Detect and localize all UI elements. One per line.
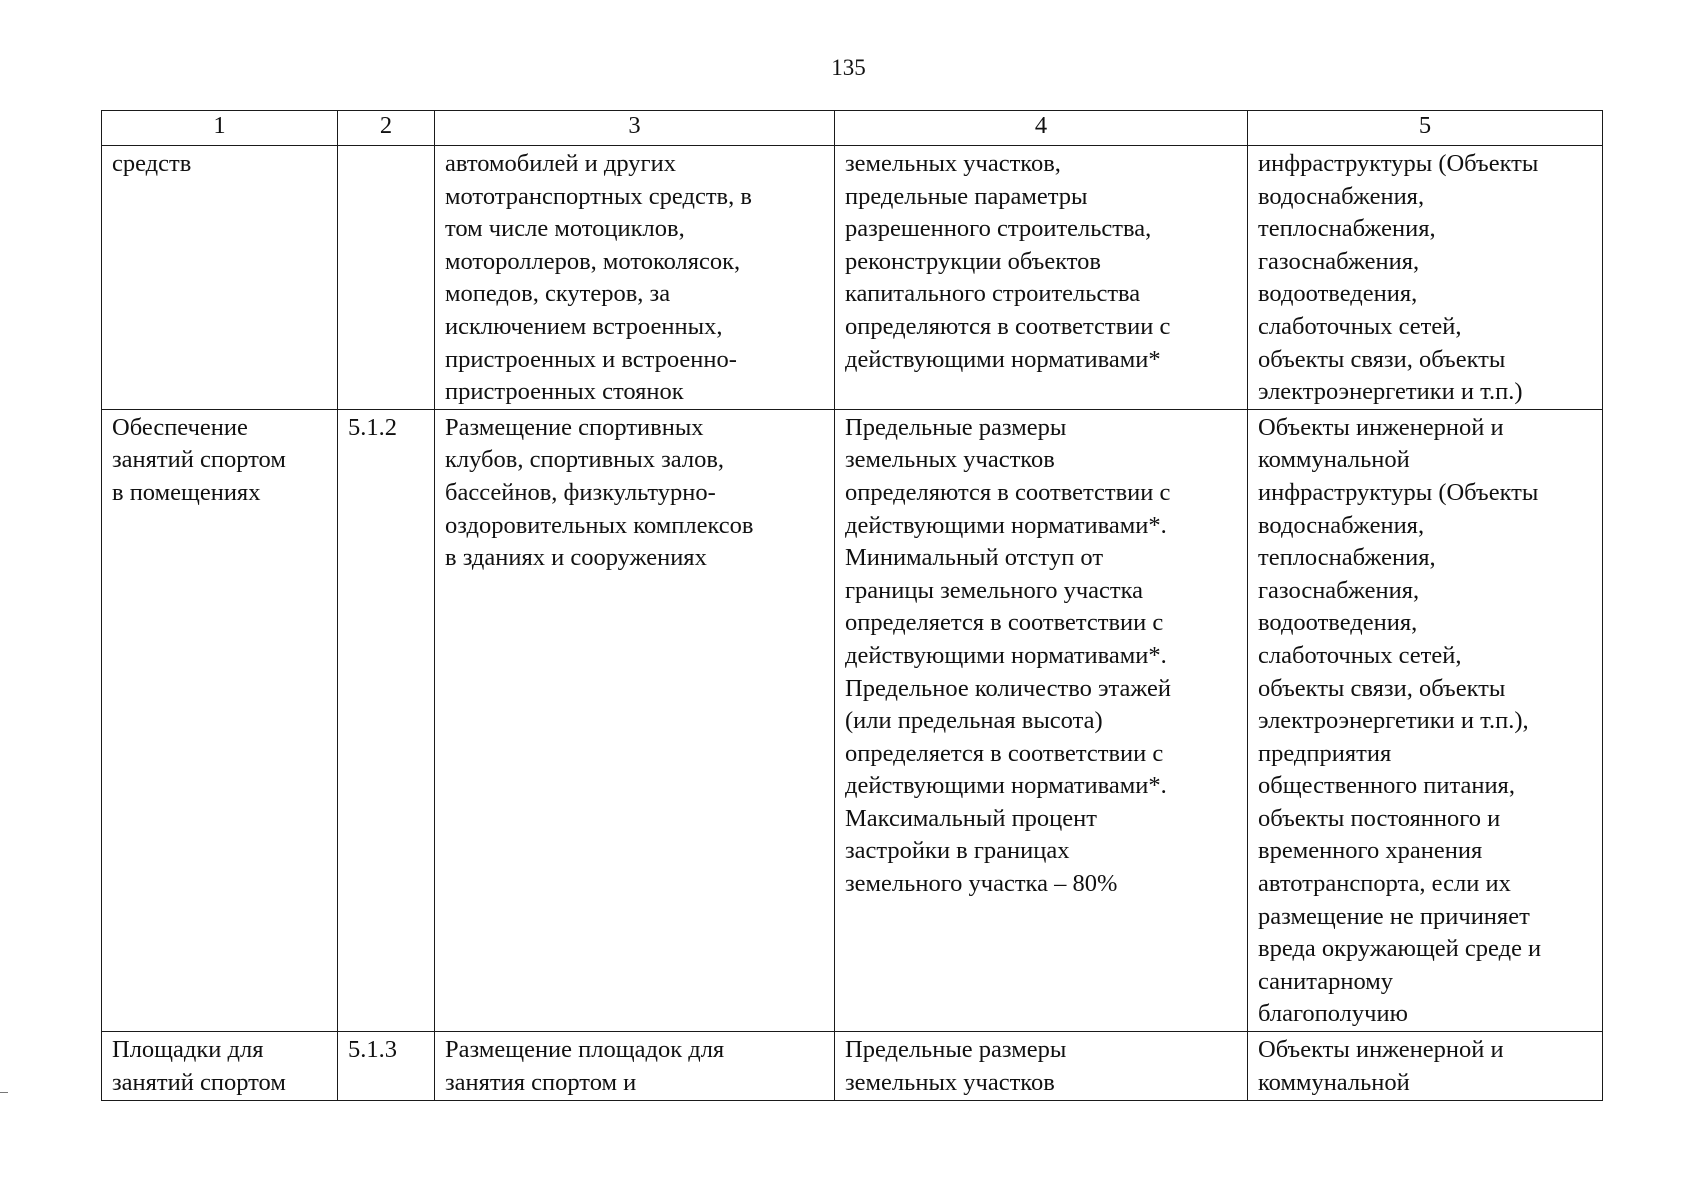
table-row — [102, 146, 1603, 410]
parameters-cell — [835, 146, 1248, 410]
cell-text-line: Минимальный отступ от — [845, 544, 1104, 572]
cell-text-line: Предельные размеры — [845, 413, 1067, 441]
header-cell-4: 4 — [835, 111, 1248, 146]
header-cell-2: 2 — [338, 111, 435, 146]
use-type-cell — [102, 409, 338, 1031]
cell-text-line: земельных участков — [845, 1068, 1055, 1096]
cell-text-line: определяются в соответствии с — [845, 478, 1171, 506]
cell-text-line: разрешенного строительства, — [845, 215, 1152, 243]
cell-text-line: пристроенных и встроенно- — [445, 345, 737, 373]
scan-edge-mark — [0, 1092, 8, 1093]
cell-text-line: газоснабжения, — [1258, 576, 1420, 604]
code-cell — [338, 146, 435, 410]
cell-text-line: Объекты инженерной и — [1258, 413, 1504, 441]
cell-text-line: теплоснабжения, — [1258, 544, 1436, 572]
cell-text-line: водоотведения, — [1258, 280, 1418, 308]
cell-text-line: бассейнов, физкультурно- — [445, 478, 716, 506]
cell-text-line: Размещение площадок для — [445, 1036, 725, 1064]
cell-text-line: пристроенных стоянок — [445, 378, 684, 406]
cell-text-line: коммунальной — [1258, 446, 1410, 474]
cell-text-line: газоснабжения, — [1258, 247, 1420, 275]
code-cell — [338, 409, 435, 1031]
description-cell — [435, 409, 835, 1031]
cell-text-line: действующими нормативами* — [845, 345, 1161, 373]
cell-text-line: границы земельного участка — [845, 576, 1144, 604]
cell-text-line: Объекты инженерной и — [1258, 1036, 1504, 1064]
table-row — [102, 409, 1603, 1031]
cell-text-line: Площадки для — [112, 1036, 264, 1064]
cell-text-line: водоотведения, — [1258, 609, 1418, 637]
cell-text-line: слаботочных сетей, — [1258, 641, 1462, 669]
cell-text-line: определяются в соответствии с — [845, 312, 1171, 340]
cell-text-line: инфраструктуры (Объекты — [1258, 478, 1539, 506]
cell-text-line: 5.1.3 — [348, 1036, 397, 1064]
cell-text-line: объекты постоянного и — [1258, 804, 1501, 832]
cell-text-line: застройки в границах — [845, 837, 1070, 865]
cell-text-line: исключением встроенных, — [445, 312, 723, 340]
cell-text-line: действующими нормативами*. — [845, 641, 1167, 669]
header-cell-3: 3 — [435, 111, 835, 146]
cell-text-line: автотранспорта, если их — [1258, 870, 1511, 898]
cell-text-line: мототранспортных средств, в — [445, 182, 752, 210]
cell-text-line: общественного питания, — [1258, 772, 1515, 800]
cell-text-line: Предельные размеры — [845, 1036, 1067, 1064]
cell-text-line: электроэнергетики и т.п.) — [1258, 378, 1523, 406]
land-use-regulations-table — [101, 110, 1603, 1101]
cell-text-line: 5.1.2 — [348, 413, 397, 441]
cell-text-line: Максимальный процент — [845, 804, 1097, 832]
cell-text-line: том числе мотоциклов, — [445, 215, 685, 243]
cell-text-line: мопедов, скутеров, за — [445, 280, 671, 308]
cell-text-line: средств — [112, 150, 192, 177]
cell-text-line: в помещениях — [112, 478, 261, 506]
cell-text-line: коммунальной — [1258, 1068, 1410, 1096]
cell-text-line: временного хранения — [1258, 837, 1483, 865]
cell-text-line: инфраструктуры (Объекты — [1258, 150, 1539, 177]
page-number: 135 — [831, 55, 866, 80]
cell-text-line: действующими нормативами*. — [845, 511, 1167, 539]
cell-text-line: теплоснабжения, — [1258, 215, 1436, 243]
header-cell-5: 5 — [1248, 111, 1603, 146]
cell-text-line: земельных участков, — [845, 150, 1061, 177]
cell-text-line: мотороллеров, мотоколясок, — [445, 247, 741, 275]
cell-text-line: занятия спортом и — [445, 1068, 637, 1096]
cell-text-line: в зданиях и сооружениях — [445, 544, 707, 572]
cell-text-line: вреда окружающей среде и — [1258, 935, 1542, 963]
cell-text-line: определяется в соответствии с — [845, 739, 1164, 767]
cell-text-line: водоснабжения, — [1258, 182, 1425, 210]
use-type-cell — [102, 1032, 338, 1101]
cell-text-line: земельного участка – 80% — [845, 870, 1118, 898]
cell-text-line: водоснабжения, — [1258, 511, 1425, 539]
description-cell — [435, 146, 835, 410]
cell-text-line: Размещение спортивных — [445, 413, 704, 441]
cell-text-line: занятий спортом — [112, 1068, 286, 1096]
header-cell-1: 1 — [102, 111, 338, 146]
parameters-cell — [835, 1032, 1248, 1101]
cell-text-line: (или предельная высота) — [845, 707, 1103, 735]
use-type-cell — [102, 146, 338, 410]
cell-text-line: размещение не причиняет — [1258, 902, 1530, 930]
table-header-row — [102, 111, 1603, 146]
cell-text-line: санитарному — [1258, 967, 1394, 995]
parameters-cell — [835, 409, 1248, 1031]
cell-text-line: объекты связи, объекты — [1258, 674, 1506, 702]
cell-text-line: объекты связи, объекты — [1258, 345, 1506, 373]
code-cell — [338, 1032, 435, 1101]
cell-text-line: Предельное количество этажей — [845, 674, 1171, 702]
cell-text-line: автомобилей и других — [445, 150, 676, 177]
description-cell — [435, 1032, 835, 1101]
cell-text-line: капитального строительства — [845, 280, 1141, 308]
auxiliary-uses-cell — [1248, 1032, 1603, 1101]
cell-text-line: электроэнергетики и т.п.), — [1258, 707, 1529, 735]
cell-text-line: предельные параметры — [845, 182, 1088, 210]
auxiliary-uses-cell — [1248, 146, 1603, 410]
table-row — [102, 1032, 1603, 1101]
cell-text-line: занятий спортом — [112, 446, 286, 474]
cell-text-line: слаботочных сетей, — [1258, 312, 1462, 340]
auxiliary-uses-cell — [1248, 409, 1603, 1031]
cell-text-line: реконструкции объектов — [845, 247, 1101, 275]
cell-text-line: земельных участков — [845, 446, 1055, 474]
cell-text-line: определяется в соответствии с — [845, 609, 1164, 637]
cell-text-line: оздоровительных комплексов — [445, 511, 754, 539]
cell-text-line: действующими нормативами*. — [845, 772, 1167, 800]
cell-text-line: клубов, спортивных залов, — [445, 446, 725, 474]
cell-text-line: благополучию — [1258, 1000, 1408, 1028]
cell-text-line: Обеспечение — [112, 413, 248, 441]
cell-text-line: предприятия — [1258, 739, 1392, 767]
